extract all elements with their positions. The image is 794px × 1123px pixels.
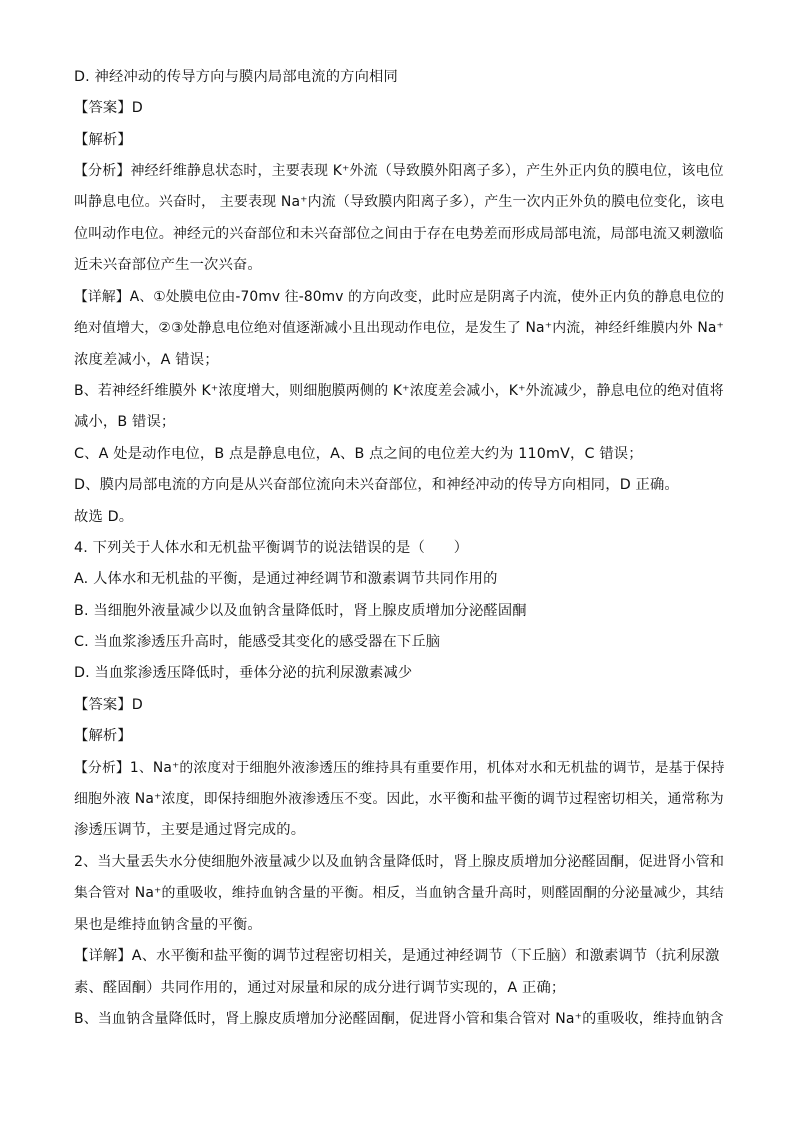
detail-line: 减小，B 错误； — [74, 414, 176, 430]
detail-line: B、当血钠含量降低时，肾上腺皮质增加分泌醛固酮，促进肾小管和集合管对 Na⁺的重吸收，维持血钠含 — [74, 1011, 724, 1027]
analysis-line: 2、当大量丢失水分使细胞外液量减少以及血钠含量降低时，肾上腺皮质增加分泌醛固酮，促进肾小管和 — [74, 854, 725, 870]
analysis-line: 细胞外液 Na⁺浓度，即保持细胞外液渗透压不变。因此，水平衡和盐平衡的调节过程密切相关，通常称为 — [74, 791, 724, 807]
option-d-q4: D. 当血浆渗透压降低时，垂体分泌的抗利尿激素减少 — [74, 665, 413, 681]
option-d-q3: D. 神经冲动的传导方向与膜内局部电流的方向相同 — [74, 69, 398, 85]
detail-line: 【详解】A、水平衡和盐平衡的调节过程密切相关，是通过神经调节（下丘脑）和激素调节（抗利尿激 — [74, 948, 720, 964]
detail-line: B、若神经纤维膜外 K⁺浓度增大，则细胞膜两侧的 K⁺浓度差会减小，K⁺外流减少，静息电位的绝对值将 — [74, 383, 724, 399]
question-4-stem: 4. 下列关于人体水和无机盐平衡调节的说法错误的是（ ） — [74, 540, 469, 556]
analysis-line: 叫静息电位。兴奋时， 主要表现 Na⁺内流（导致膜内阳离子多），产生一次内正外负的膜电位变化，该电 — [74, 194, 725, 210]
detail-line: 浓度差减小，A 错误； — [74, 352, 219, 368]
detail-line: 【详解】A、①处膜电位由-70mv 往-80mv 的方向改变，此时应是阴离子内流，使外正内负的静息电位的 — [74, 289, 725, 305]
conclusion-line: 故选 D。 — [74, 509, 134, 525]
option-a-q4: A. 人体水和无机盐的平衡，是通过神经调节和激素调节共同作用的 — [74, 571, 498, 587]
option-c-q4: C. 当血浆渗透压升高时，能感受其变化的感受器在下丘脑 — [74, 634, 441, 650]
analysis-line: 【分析】1、Na⁺的浓度对于细胞外液渗透压的维持具有重要作用，机体对水和无机盐的调节，是基于保持 — [74, 760, 725, 776]
answer-label-q4: 【答案】D — [74, 697, 143, 713]
detail-line: 素、醛固酮）共同作用的，通过对尿量和尿的成分进行调节实现的，A 正确； — [74, 980, 566, 996]
analysis-label-q4: 【解析】 — [74, 728, 132, 744]
analysis-label-q3: 【解析】 — [74, 132, 132, 148]
analysis-line: 【分析】神经纤维静息状态时，主要表现 K⁺外流（导致膜外阳离子多），产生外正内负的膜电位，该电位 — [74, 163, 724, 179]
option-b-q4: B. 当细胞外液量减少以及血钠含量降低时，肾上腺皮质增加分泌醛固酮 — [74, 603, 527, 619]
detail-line: C、A 处是动作电位，B 点是静息电位，A、B 点之间的电位差大约为 110mV，C 错误； — [74, 446, 643, 462]
detail-line: D、膜内局部电流的方向是从兴奋部位流向未兴奋部位，和神经冲动的传导方向相同，D 正确。 — [74, 477, 679, 493]
answer-label-q3: 【答案】D — [74, 100, 143, 116]
analysis-line: 渗透压调节，主要是通过肾完成的。 — [74, 822, 306, 838]
analysis-line: 位叫动作电位。神经元的兴奋部位和未兴奋部位之间由于存在电势差而形成局部电流，局部电流又刺激临 — [74, 226, 724, 242]
analysis-line: 近未兴奋部位产生一次兴奋。 — [74, 257, 262, 273]
analysis-line: 果也是维持血钠含量的平衡。 — [74, 917, 262, 933]
detail-line: 绝对值增大，②③处静息电位绝对值逐渐减小且出现动作电位，是发生了 Na⁺内流，神经纤维膜内外 Na⁺ — [74, 320, 725, 336]
analysis-line: 集合管对 Na⁺的重吸收，维持血钠含量的平衡。相反，当血钠含量升高时，则醛固酮的分泌量减少，其结 — [74, 885, 724, 901]
